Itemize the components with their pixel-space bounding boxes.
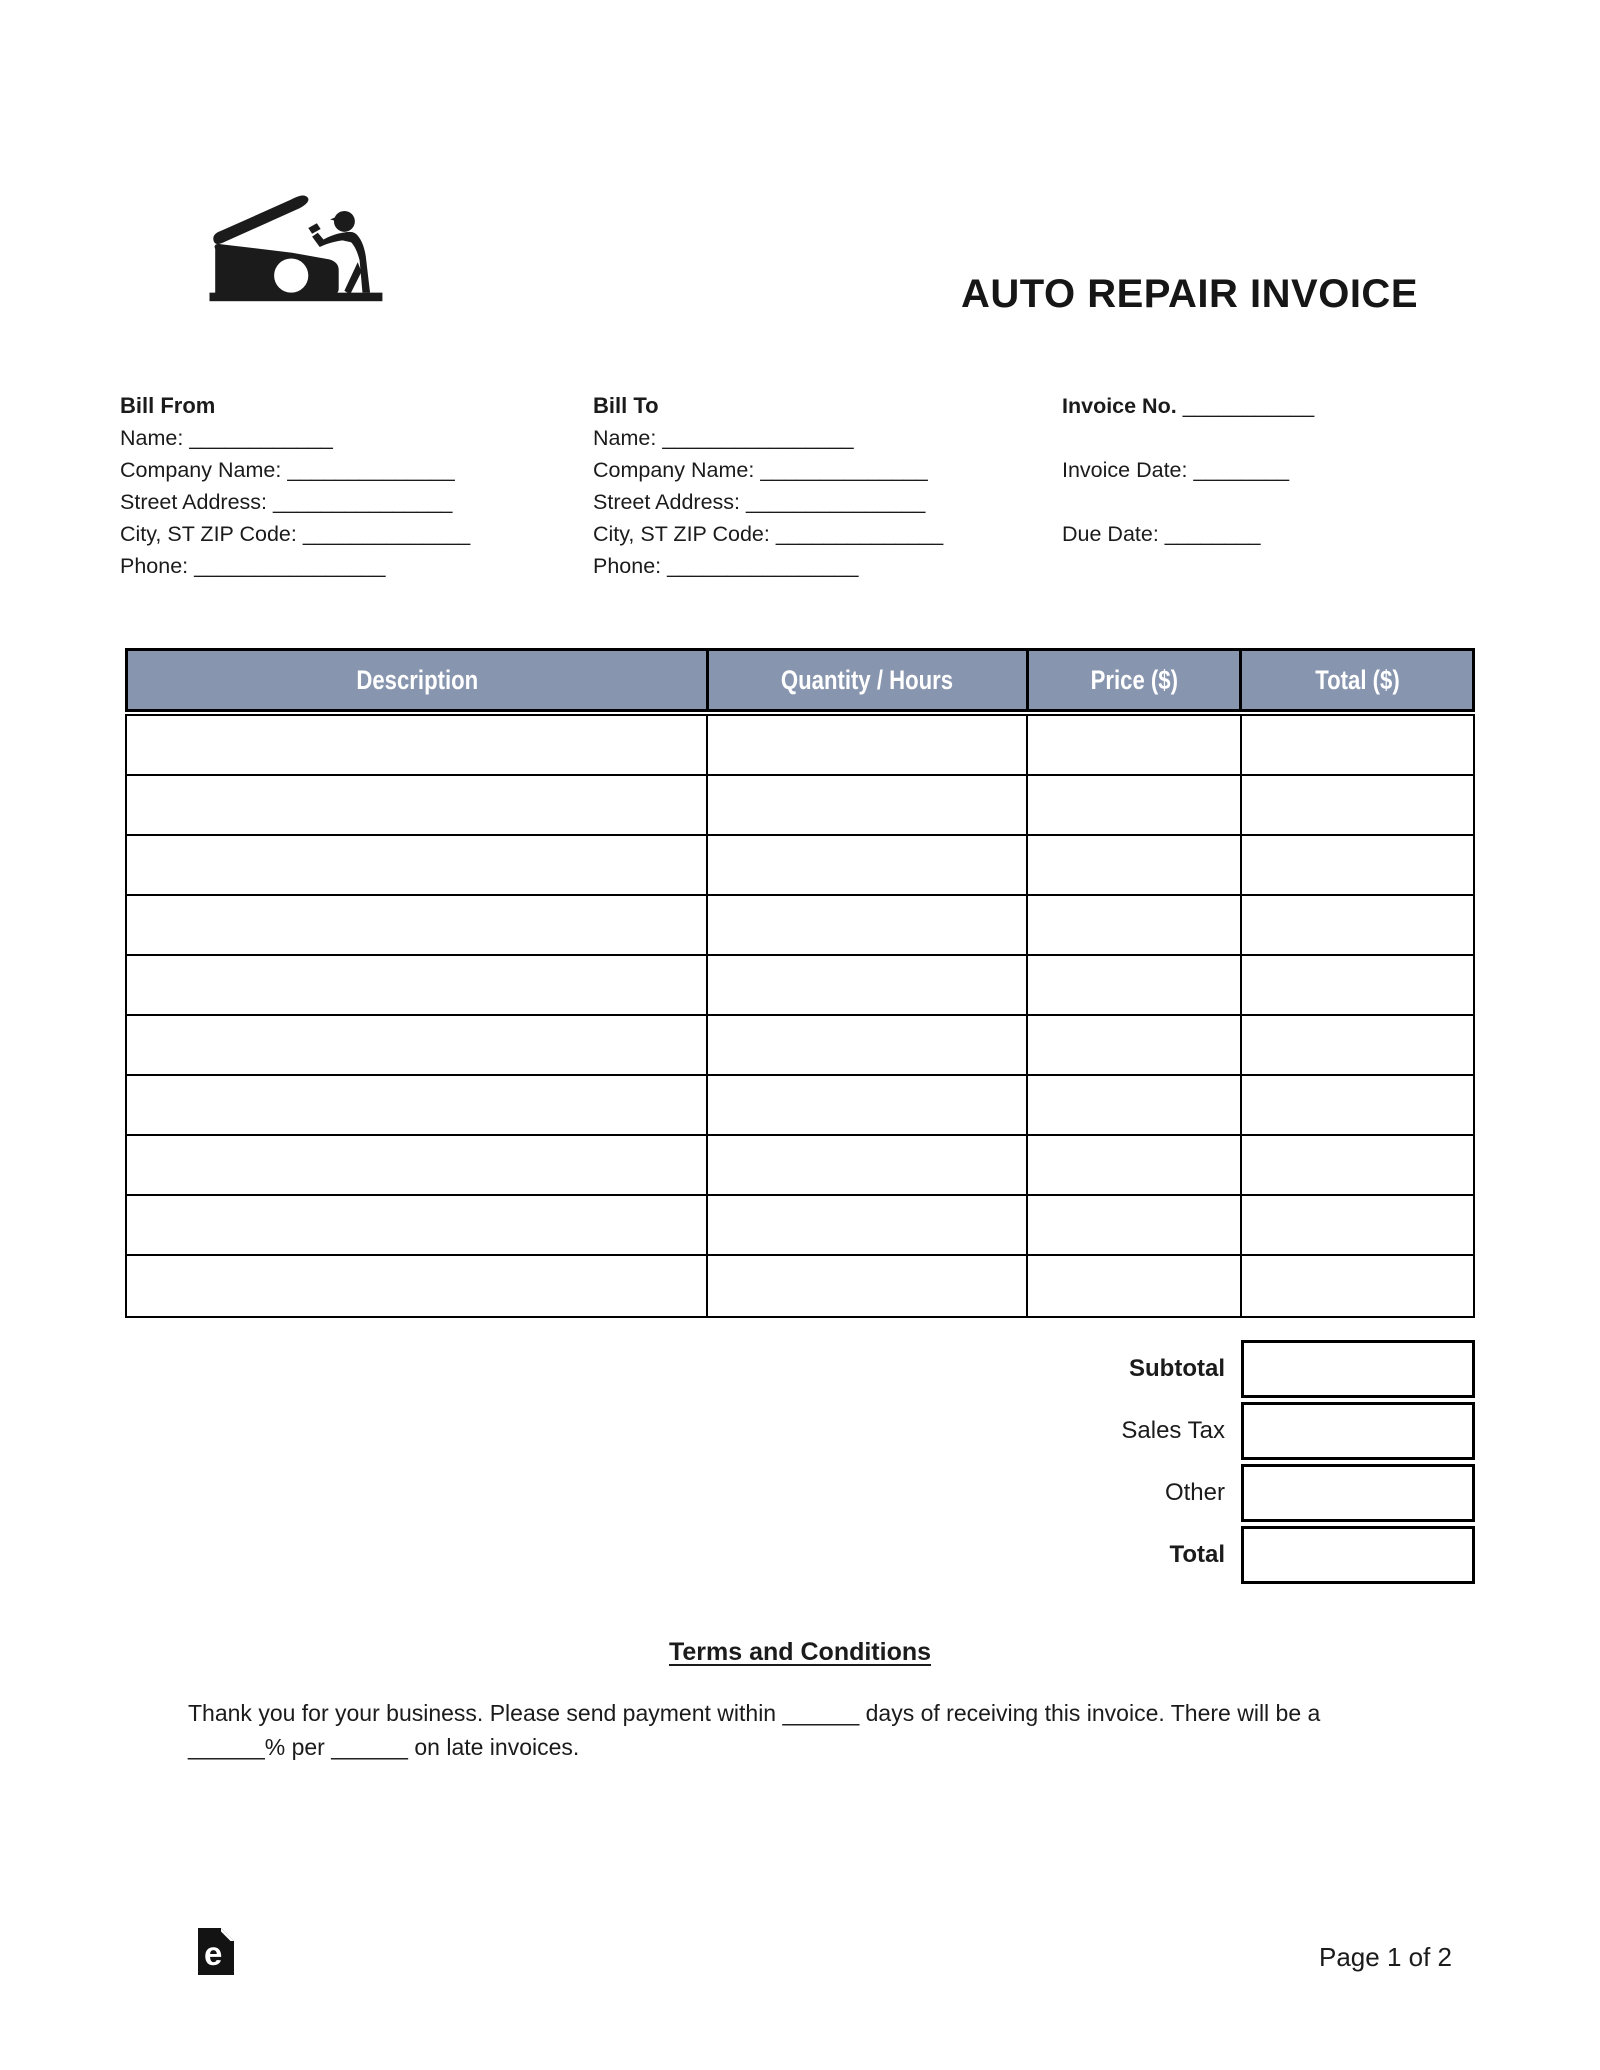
table-row	[127, 1076, 1473, 1136]
cell-total[interactable]	[1240, 1136, 1473, 1194]
cell-quantity[interactable]	[706, 956, 1026, 1014]
cell-description[interactable]	[127, 776, 706, 834]
cell-total[interactable]	[1240, 1196, 1473, 1254]
page-indicator: Page 1 of 2	[1319, 1942, 1452, 1972]
cell-description[interactable]	[127, 716, 706, 774]
cell-price[interactable]	[1026, 896, 1240, 954]
total-row	[125, 1526, 1475, 1584]
field-label: Company Name:	[120, 458, 282, 482]
field-label: Name:	[120, 426, 184, 450]
table-row	[127, 716, 1473, 776]
cell-price[interactable]	[1026, 1136, 1240, 1194]
column-header-description	[128, 651, 706, 709]
cell-price[interactable]	[1026, 1016, 1240, 1074]
blank-line[interactable]: ________________	[194, 554, 386, 578]
blank-line[interactable]: ______________	[775, 522, 944, 546]
cell-description[interactable]	[127, 1136, 706, 1194]
field-label: City, ST ZIP Code:	[120, 522, 297, 546]
table-row	[127, 896, 1473, 956]
column-header-quantity-hours	[706, 651, 1026, 709]
table-row	[127, 956, 1473, 1016]
field-label: Company Name:	[593, 458, 755, 482]
field-label: Invoice No.	[1062, 394, 1177, 418]
column-header-label: Total ($)	[1314, 664, 1400, 695]
items-table-header	[125, 648, 1475, 712]
bill-to-section	[593, 390, 1053, 582]
cell-quantity[interactable]	[706, 836, 1026, 894]
blank-line[interactable]: ________	[1193, 458, 1290, 482]
cell-price[interactable]	[1026, 1196, 1240, 1254]
cell-price[interactable]	[1026, 716, 1240, 774]
cell-description[interactable]	[127, 1256, 706, 1316]
table-row	[127, 1256, 1473, 1316]
other-value-box[interactable]	[1241, 1464, 1475, 1522]
invoice-number-line	[1062, 390, 1492, 422]
sales-tax-label: Sales Tax	[1121, 1417, 1225, 1444]
cell-description[interactable]	[127, 1016, 706, 1074]
summary-section	[125, 1340, 1475, 1588]
field-label: City, ST ZIP Code:	[593, 522, 770, 546]
field-label: Street Address:	[120, 490, 267, 514]
field-label: Phone:	[593, 554, 662, 578]
cell-total[interactable]	[1240, 776, 1473, 834]
sales-tax-row	[125, 1402, 1475, 1460]
cell-total[interactable]	[1240, 1016, 1473, 1074]
cell-price[interactable]	[1026, 836, 1240, 894]
cell-total[interactable]	[1240, 716, 1473, 774]
cell-quantity[interactable]	[706, 896, 1026, 954]
bill-to-name	[593, 422, 1053, 454]
subtotal-row	[125, 1340, 1475, 1398]
bill-from-heading: Bill From	[120, 393, 216, 418]
cell-quantity[interactable]	[706, 1016, 1026, 1074]
cell-description[interactable]	[127, 1196, 706, 1254]
cell-quantity[interactable]	[706, 716, 1026, 774]
blank-line[interactable]: ________	[1164, 522, 1261, 546]
bill-from-name	[120, 422, 585, 454]
terms-heading: Terms and Conditions	[668, 1638, 932, 1666]
table-row	[127, 1136, 1473, 1196]
bill-from-company	[120, 454, 585, 486]
cell-quantity[interactable]	[706, 1256, 1026, 1316]
bill-to-company	[593, 454, 1053, 486]
mechanic-logo	[200, 148, 390, 310]
bill-from-city	[120, 518, 585, 550]
items-table-body	[125, 714, 1475, 1318]
cell-quantity[interactable]	[706, 776, 1026, 834]
cell-total[interactable]	[1240, 896, 1473, 954]
other-label: Other	[1164, 1479, 1225, 1506]
cell-description[interactable]	[127, 1076, 706, 1134]
column-header-label: Description	[356, 664, 478, 695]
cell-price[interactable]	[1026, 1076, 1240, 1134]
blank-line[interactable]: _______________	[745, 490, 926, 514]
table-row	[127, 1196, 1473, 1256]
mechanic-car-icon	[200, 148, 390, 310]
table-row	[127, 776, 1473, 836]
cell-total[interactable]	[1240, 1256, 1473, 1316]
cell-total[interactable]	[1240, 956, 1473, 1014]
invoice-meta-section	[1062, 390, 1492, 582]
cell-description[interactable]	[127, 896, 706, 954]
cell-price[interactable]	[1026, 956, 1240, 1014]
column-header-label: Price ($)	[1090, 664, 1178, 695]
bill-to-heading: Bill To	[593, 393, 659, 418]
table-row	[127, 836, 1473, 896]
cell-total[interactable]	[1240, 1076, 1473, 1134]
field-label: Due Date:	[1062, 522, 1159, 546]
invoice-date-line	[1062, 454, 1492, 486]
total-label: Total	[1169, 1541, 1225, 1568]
blank-line[interactable]: ____________	[189, 426, 333, 450]
bill-from-phone	[120, 550, 585, 582]
column-header-label: Quantity / Hours	[781, 664, 954, 695]
bill-from-section	[120, 390, 585, 582]
blank-line[interactable]: _______________	[272, 490, 453, 514]
cell-price[interactable]	[1026, 776, 1240, 834]
subtotal-label: Subtotal	[1129, 1355, 1225, 1382]
eforms-logo-icon	[198, 1928, 234, 1975]
other-row	[125, 1464, 1475, 1522]
blank-line[interactable]: ______________	[302, 522, 471, 546]
cell-quantity[interactable]	[706, 1076, 1026, 1134]
blank-line[interactable]: ________________	[662, 426, 854, 450]
blank-line[interactable]: ______________	[287, 458, 455, 482]
field-label: Phone:	[120, 554, 189, 578]
due-date-line	[1062, 518, 1492, 550]
cell-total[interactable]	[1240, 836, 1473, 894]
blank-line[interactable]: ______________	[760, 458, 928, 482]
column-header-price	[1026, 651, 1240, 709]
cell-quantity[interactable]	[706, 1136, 1026, 1194]
bill-to-phone	[593, 550, 1053, 582]
terms-paragraph: Thank you for your business. Please send payment within ______ days of receiving this invoice. There will be a ______% per ______ on late invoices.	[188, 1700, 1321, 1760]
sales-tax-value-box[interactable]	[1241, 1402, 1475, 1460]
column-header-total	[1239, 651, 1472, 709]
page-title: AUTO REPAIR INVOICE	[961, 272, 1418, 316]
subtotal-value-box[interactable]	[1241, 1340, 1475, 1398]
cell-description[interactable]	[127, 956, 706, 1014]
field-label: Invoice Date:	[1062, 458, 1188, 482]
bill-to-city	[593, 518, 1053, 550]
field-label: Name:	[593, 426, 657, 450]
cell-description[interactable]	[127, 836, 706, 894]
blank-line[interactable]: ________________	[667, 554, 859, 578]
cell-quantity[interactable]	[706, 1196, 1026, 1254]
blank-line[interactable]: ___________	[1182, 394, 1315, 418]
total-value-box[interactable]	[1241, 1526, 1475, 1584]
svg-text:e: e	[204, 1935, 223, 1972]
cell-price[interactable]	[1026, 1256, 1240, 1316]
table-row	[127, 1016, 1473, 1076]
bill-from-street	[120, 486, 585, 518]
bill-to-street	[593, 486, 1053, 518]
field-label: Street Address:	[593, 490, 740, 514]
